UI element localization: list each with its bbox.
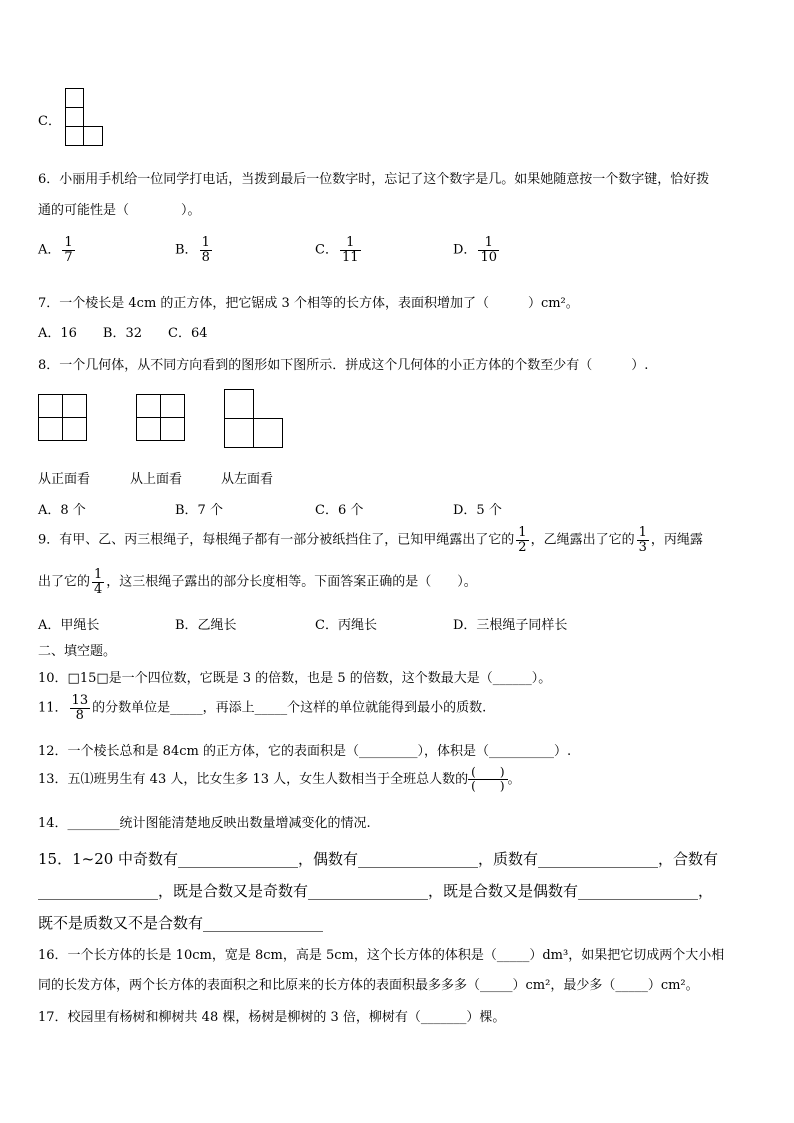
q15-line1: 15．1~20 中奇数有________________，偶数有________________，质数有________________，合数有 (38, 850, 719, 868)
q9-option-d: D．三根绳子同样长 (453, 618, 568, 633)
q8-top-view (136, 394, 186, 442)
q9-option-a: A．甲绳长 (38, 618, 100, 633)
q8-option-c: C．6 个 (315, 503, 364, 518)
q8-option-d: D．5 个 (453, 503, 502, 518)
q9-option-c: C．丙绳长 (315, 618, 377, 633)
q5-option-c-label: C． (38, 114, 61, 129)
section-title: 二、填空题。 (38, 644, 117, 659)
q14-text: 14．________统计图能清楚地反映出数量增减变化的情况. (38, 816, 371, 831)
q10-text: 10．□15□是一个四位数，它既是 3 的倍数，也是 5 的倍数，这个数最大是（______）。 (38, 671, 552, 686)
q8-option-b: B．7 个 (175, 503, 223, 518)
q8-left-view (224, 389, 284, 449)
q7-options: A．16 B．32 C．64 (38, 326, 208, 341)
q8-view-front-label: 从正面看 (38, 472, 91, 487)
q6-option-c: C． $\frac{1}{11}$ (315, 235, 359, 265)
q6-option-b: B． $\frac{1}{8}$ (175, 235, 210, 265)
q16-line1: 16．一个长方体的长是 10cm，宽是 8cm，高是 5cm，这个长方体的体积是（_____）dm³，如果把它切成两个大小相 (38, 948, 725, 963)
q16-line2: 同的长发方体，两个长方体的表面积之和比原来的长方体的表面积最多多多（_____）cm²，最少多（_____）cm²。 (38, 978, 699, 993)
q15-line3: 既不是质数又不是合数有________________ (38, 914, 324, 932)
q9-line1: 9．有甲、乙、丙三根绳子，每根绳子都有一部分被纸挡住了，已知甲绳露出了它的 $\frac{1}{2}$ ，乙绳露出了它的 $\frac{1}{3}$ ，丙绳露 (38, 525, 703, 555)
q6-option-d: D． $\frac{1}{10}$ (453, 235, 497, 265)
q17-text: 17．校园里有杨树和柳树共 48 棵，杨树是柳树的 3 倍，柳树有（_______）棵。 (38, 1010, 506, 1025)
q13-text: 13．五⑴班男生有 43 人，比女生多 13 人，女生人数相当于全班总人数的 $\frac{( )}{( )}$ 。 (38, 765, 521, 794)
q6-option-a: A． $\frac{1}{7}$ (38, 235, 73, 265)
q6-line2: 通的可能性是（ ）。 (38, 203, 201, 218)
q8-front-view (38, 394, 88, 442)
q8-option-a: A．8 个 (38, 503, 86, 518)
q7-text: 7．一个棱长是 4cm 的正方体，把它锯成 3 个相等的长方体，表面积增加了（ ）cm²。 (38, 296, 579, 311)
q11-text: 11． $\frac{13}{8}$ 的分数单位是_____，再添上_____个这样的单位就能得到最小的质数. (38, 693, 487, 723)
q9-option-b: B．乙绳长 (175, 618, 237, 633)
q8-view-top-label: 从上面看 (130, 472, 183, 487)
q5-option-c-figure (65, 88, 105, 146)
q15-line2: ________________，既是合数又是奇数有________________，既是合数又是偶数有________________， (38, 882, 714, 900)
q12-text: 12．一个棱长总和是 84cm 的正方体，它的表面积是（_________），体积是（__________）. (38, 744, 572, 759)
q6-line1: 6．小丽用手机给一位同学打电话，当拨到最后一位数字时，忘记了这个数字是几。如果她随意按一个数字键，恰好拨 (38, 172, 710, 187)
q8-view-left-label: 从左面看 (221, 472, 274, 487)
q9-line2: 出了它的 $\frac{1}{4}$ ，这三根绳子露出的部分长度相等。下面答案正确的是（ ）。 (38, 567, 477, 597)
q8-text: 8．一个几何体，从不同方向看到的图形如下图所示．拼成这个几何体的小正方体的个数至少有（ ）. (38, 358, 649, 373)
